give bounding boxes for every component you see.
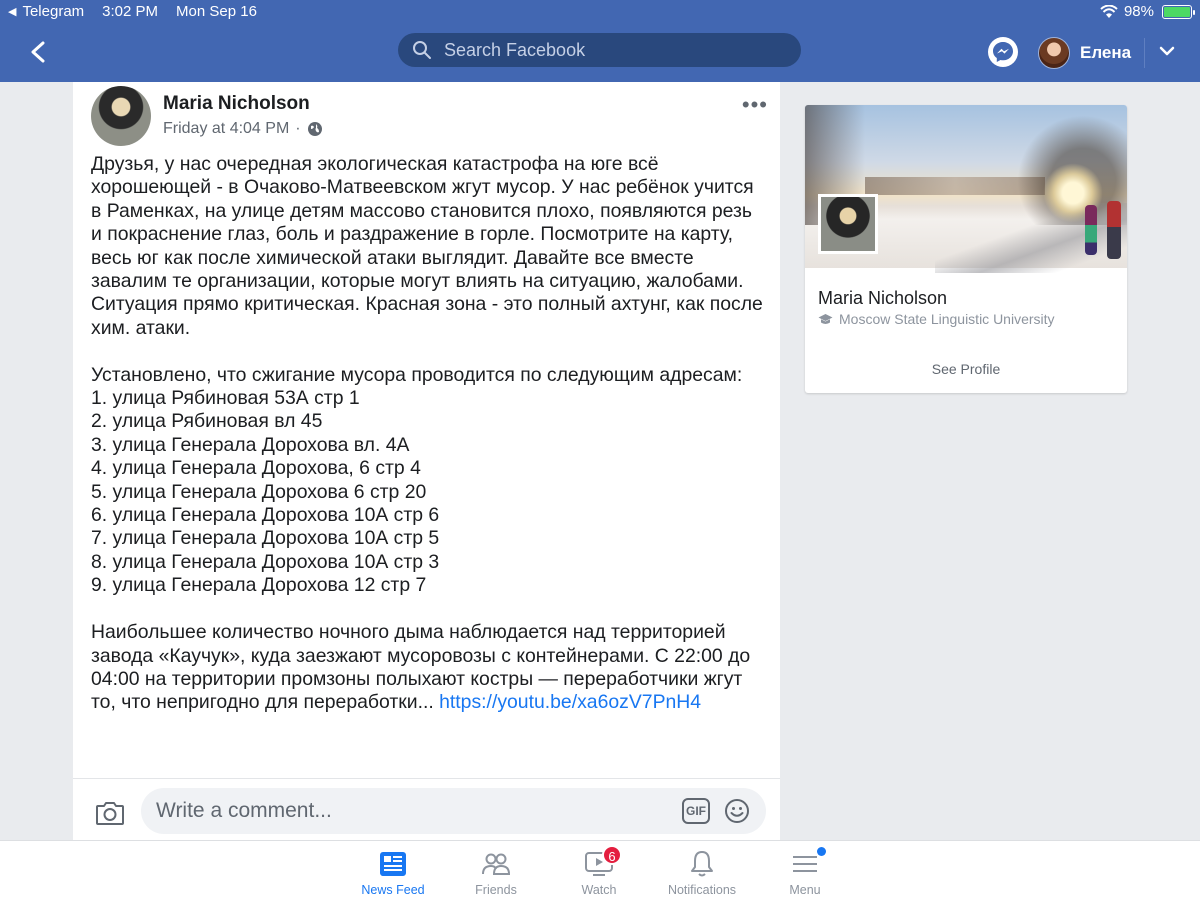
graduation-cap-icon [818,313,833,326]
address-item: 6. улица Генерала Дорохова 10А стр 6 [91,504,440,527]
comment-input[interactable] [156,799,656,823]
back-button[interactable] [26,38,50,66]
tab-menu[interactable] [755,849,855,897]
news-feed-icon [378,849,408,879]
camera-icon[interactable] [95,800,125,826]
search-input[interactable] [444,40,784,61]
globe-icon [307,121,323,137]
search-icon [412,40,432,60]
status-bar [0,0,1200,24]
tab-label: Notifications [667,883,737,897]
post-card [73,82,780,840]
post-paragraph [91,621,766,715]
post-body [91,153,769,715]
status-time: 3:02 PM [102,3,159,20]
battery-icon [1162,5,1192,19]
battery-percent: 98% [1123,3,1154,20]
post-meta [163,120,323,138]
watch-badge: 6 [602,845,622,865]
post-paragraph-text: Наибольшее количество ночного дыма наблюдается над территорией завода «Каучук», куда заезжают мусоровозы с контейнерами. С 22:00 до 04:00 на территории промзоны полыхают костры — переработчики жгут то, что непригодно для переработки... [91,621,756,714]
wifi-icon [1100,5,1118,19]
address-item: 5. улица Генерала Дорохова 6 стр 20 [91,480,427,503]
profile-education [818,311,1055,327]
address-item: 9. улица Генерала Дорохова 12 стр 7 [91,574,427,597]
tab-notifications[interactable] [652,849,752,897]
menu-icon [790,849,820,879]
comment-box[interactable] [141,788,766,834]
user-name[interactable]: Елена [1080,43,1132,62]
address-item: 3. улица Генерала Дорохова вл. 4А [91,433,410,456]
gif-button[interactable]: GIF [682,798,710,824]
address-item: 4. улица Генерала Дорохова, 6 стр 4 [91,457,421,480]
messenger-icon [992,41,1014,63]
messenger-button[interactable] [988,37,1018,67]
emoji-icon[interactable] [724,798,750,824]
tab-friends[interactable] [446,849,546,897]
back-to-app-icon[interactable]: ◀ [8,6,17,18]
bottom-tab-bar [0,840,1200,900]
comment-row [73,788,780,838]
top-bar [0,0,1200,82]
back-to-app-label[interactable]: Telegram [22,3,85,20]
address-item: 2. улица Рябиновая вл 45 [91,410,323,433]
friends-icon [481,849,511,879]
post-timestamp[interactable]: Friday at 4:04 PM [163,120,290,137]
post-list-intro: Установлено, что сжигание мусора проводится по следующим адресам: [91,363,743,386]
search-bar[interactable] [398,33,801,67]
chevron-down-icon[interactable] [1158,42,1176,60]
bell-icon [687,849,717,879]
tab-label: Watch [581,883,617,897]
menu-notification-dot [817,847,826,856]
profile-card [805,105,1127,393]
user-avatar[interactable] [1038,37,1070,69]
tab-label: Friends [475,883,517,897]
author-name[interactable]: Maria Nicholson [163,93,310,114]
post-divider [73,778,780,779]
status-date: Mon Sep 16 [176,3,257,20]
chevron-left-icon [30,41,46,63]
tab-label: News Feed [361,883,425,897]
more-options-icon[interactable]: ••• [741,92,768,117]
address-item: 8. улица Генерала Дорохова 10А стр 3 [91,550,440,573]
profile-thumbnail[interactable] [818,194,878,254]
author-avatar[interactable] [91,86,151,146]
youtube-link[interactable]: https://youtu.be/xa6ozV7PnH4 [439,691,702,714]
tab-news-feed[interactable] [343,849,443,897]
tab-label: Menu [789,883,821,897]
address-item: 1. улица Рябиновая 53А стр 1 [91,387,360,410]
tab-watch[interactable] [549,849,649,897]
see-profile-button[interactable]: See Profile [931,361,1001,377]
header-divider [1144,38,1145,68]
address-item: 7. улица Генерала Дорохова 10А стр 5 [91,527,440,550]
profile-name[interactable]: Maria Nicholson [818,288,948,308]
profile-school: Moscow State Linguistic University [839,311,1055,327]
meta-separator: · [295,120,301,137]
post-paragraph: Друзья, у нас очередная экологическая катастрофа на юге всё хорошеющей - в Очаково-Матвеевском жгут мусор. У нас ребёнок учится в Раменках, на улице детям массово становится плохо, появляются резь и покраснение глаз, боль и раздражение в горле. Посмотрите на карту, весь юг как после химической атаки выглядит. Давайте все вместе завалим те организации, которые могут влиять на ситуацию, жалобами. Ситуация прямо критическая. Красная зона - это полный ахтунг, как после хим. атаки. [91,153,769,339]
